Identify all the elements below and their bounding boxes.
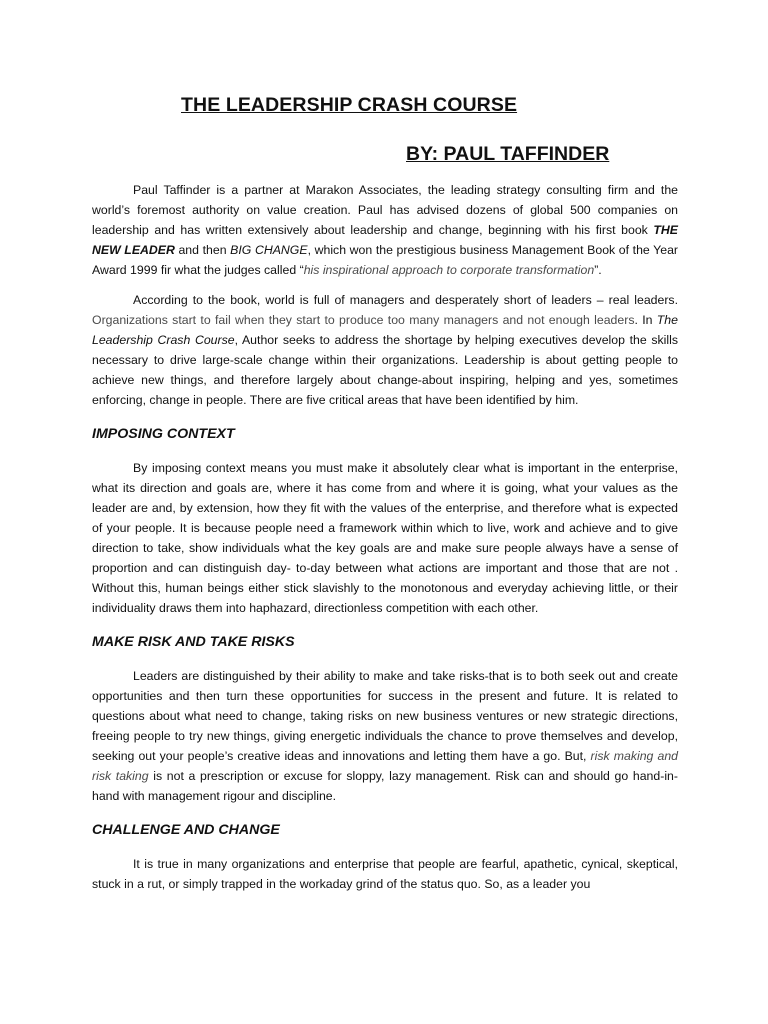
paragraph-book-summary	[92, 290, 678, 410]
paragraph-make-risk	[92, 666, 678, 806]
paragraph-challenge-change: It is true in many organizations and enterprise that people are fearful, apathetic, cynical, skeptical, stuck in a rut, or simply trapped in the workaday grind of the status quo. So, as a leader you	[92, 857, 678, 891]
document-title: THE LEADERSHIP CRASH COURSE	[181, 94, 518, 116]
text-span: , Author seeks to address the shortage by helping executives develop the skills necessary to drive large-scale change within their organizations. Leadership is about getting people to achieve new things, and therefore largely about change-about inspiring, helping and yes, sometimes enforcing, change in people. There are five critical areas that have been identified by him.	[92, 333, 678, 407]
paragraph-imposing-context: By imposing context means you must make it absolutely clear what is important in the enterprise, what its direction and goals are, where it has come from and where it is going, what your values as the leader are and, by extension, how they fit with the values of the enterprise, and therefore what is expected of your people. It is because people need a framework within which to live, work and achieve and to give direction to take, show individuals what the key goals are and make sure people always have a sense of proportion and can distinguish day- to-day between what actions are important and those that are not . Without this, human beings either stick slavishly to the monotonous and everyday achieving little, or their individuality draws them into haphazard, directionless competition with each other.	[92, 461, 678, 615]
text-span: According to the book, world is full of managers and desperately short of leaders – real leaders.	[133, 293, 678, 307]
document-body	[92, 180, 678, 894]
text-span: is not a prescription or excuse for sloppy, lazy management. Risk can and should go hand-in-hand with management rigour and discipline.	[92, 769, 678, 803]
text-span: and then	[174, 243, 231, 257]
text-span: . In	[634, 313, 657, 327]
text-span: , which won the prestigious business Management Book of the Year Award 1999 fir what the judges called “	[92, 243, 678, 277]
book-title-crash-course: The Leadership Crash Course	[92, 313, 678, 347]
book-title-big-change: BIG CHANGE	[230, 243, 308, 257]
text-span: Leaders are distinguished by their ability to make and take risks-that is to both seek out and create opportunities and then turn these opportunities for success in the present and future. It is related to questions about what need to change, taking risks on new business ventures or new strategic directions, freeing people to try new things, giving energetic individuals the chance to prove themselves and develop, seeking out your people’s creative ideas and innovations and letting them have a go. But,	[92, 669, 678, 763]
text-span: Paul Taffinder is a partner at Marakon Associates, the leading strategy consulting firm and the world’s foremost authority on value creation. Paul has advised dozens of global 500 companies on leadership and has written extensively about leadership and change, beginning with his first book	[92, 183, 678, 237]
emphasized-phrase: risk making and risk taking	[92, 749, 678, 783]
section-heading-imposing-context: IMPOSING CONTEXT	[92, 426, 235, 442]
highlighted-sentence: Organizations start to fail when they start to produce too many managers and not enough leaders	[92, 313, 635, 327]
section-heading-challenge-change: CHALLENGE AND CHANGE	[92, 822, 280, 838]
author-byline: BY: PAUL TAFFINDER	[406, 143, 610, 165]
text-span: ”.	[594, 263, 602, 277]
section-heading-make-risk: MAKE RISK AND TAKE RISKS	[92, 634, 295, 650]
book-title-new-leader: THE NEW LEADER	[92, 223, 678, 257]
paragraph-author-bio	[92, 180, 678, 280]
judges-quote: his inspirational approach to corporate transformation	[303, 263, 595, 277]
